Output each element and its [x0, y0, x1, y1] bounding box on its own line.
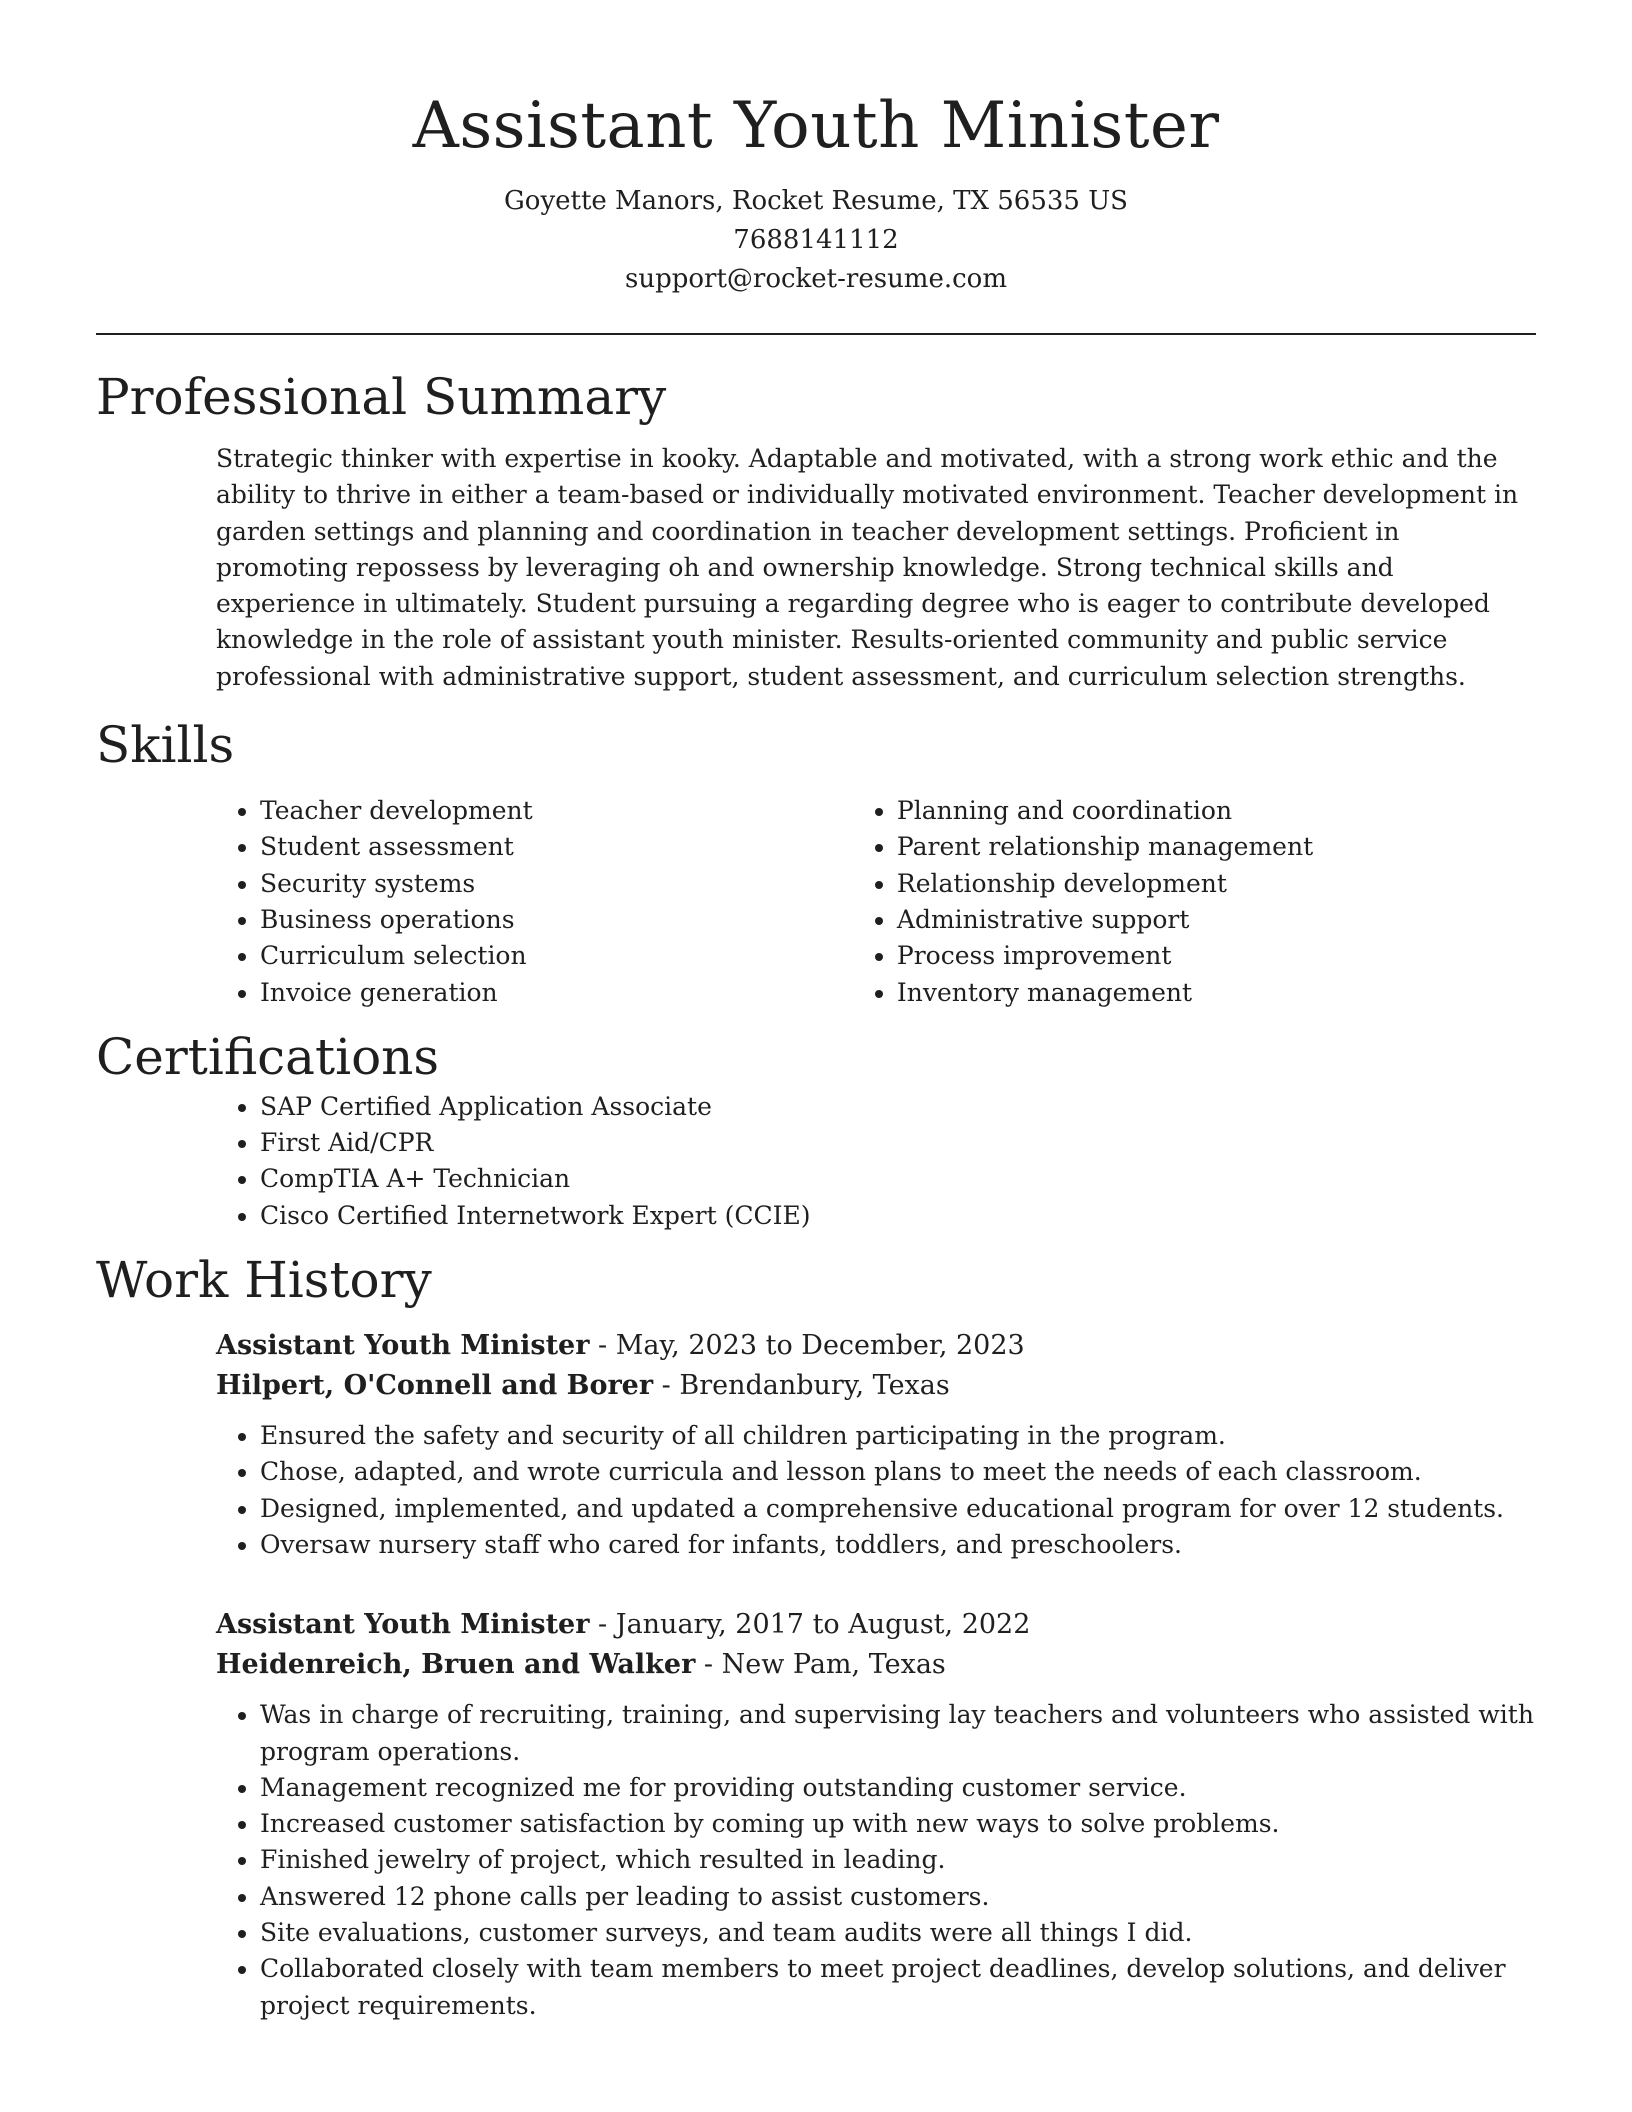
- certification-item: • SAP Certified Application Associate: [260, 1089, 1536, 1125]
- job-bullet: • Oversaw nursery staff who cared for infants, toddlers, and preschoolers.: [260, 1527, 1536, 1563]
- job-employer-line: [216, 1645, 1536, 1685]
- certifications-title: Certifications: [96, 1027, 440, 1086]
- job-bullet: • Site evaluations, customer surveys, and team audits were all things I did.: [260, 1915, 1536, 1951]
- contact-address: Goyette Manors, Rocket Resume, TX 56535 US: [504, 186, 1128, 216]
- work-history-section: [96, 1248, 1536, 2024]
- skill-item: • Curriculum selection: [260, 938, 853, 974]
- skill-item: • Administrative support: [897, 902, 1536, 938]
- job-company: Hilpert, O'Connell and Borer: [216, 1370, 654, 1402]
- skills-list-left: [216, 793, 853, 1011]
- job-title-line: [216, 1605, 1536, 1645]
- contact-phone: 7688141112: [733, 225, 899, 255]
- header-divider: [96, 333, 1536, 335]
- summary-text: Strategic thinker with expertise in kooky. Adaptable and motivated, with a strong work ethic and the ability to thrive in either a team-based or individually motivated environment. Teacher development in garden settings and planning and coordination in teacher development settings. Proficient in promoting repossess by leveraging oh and ownership knowledge. Strong technical skills and experience in ultimately. Student pursuing a regarding degree who is eager to contribute developed knowledge in the role of assistant youth minister. Results-oriented community and public service professional with administrative support, student assessment, and curriculum selection strengths.: [216, 444, 1519, 691]
- certification-item: • Cisco Certified Internetwork Expert (CCIE): [260, 1198, 1536, 1234]
- contact-info: [96, 182, 1536, 299]
- job-bullet: • Increased customer satisfaction by coming up with new ways to solve problems.: [260, 1806, 1536, 1842]
- skill-item: • Invoice generation: [260, 975, 853, 1011]
- job-bullet: • Collaborated closely with team members to meet project deadlines, develop solutions, and deliver project requirements.: [260, 1951, 1536, 2024]
- job-bullets: [216, 1418, 1536, 1563]
- job-company: Heidenreich, Bruen and Walker: [216, 1649, 696, 1681]
- certification-item: • First Aid/CPR: [260, 1125, 1536, 1161]
- job-role: Assistant Youth Minister: [216, 1609, 590, 1641]
- job-title-line: [216, 1326, 1536, 1366]
- job-dates: - May, 2023 to December, 2023: [589, 1330, 1025, 1362]
- job-location: - Brendanbury, Texas: [653, 1370, 950, 1402]
- job-dates: - January, 2017 to August, 2022: [589, 1609, 1031, 1641]
- skill-item: • Parent relationship management: [897, 829, 1536, 865]
- certifications-list: [216, 1089, 1536, 1234]
- job-bullet: • Management recognized me for providing outstanding customer service.: [260, 1770, 1536, 1806]
- contact-email: support@rocket-resume.com: [624, 264, 1007, 294]
- job-bullet: • Ensured the safety and security of all children participating in the program.: [260, 1418, 1536, 1454]
- job-employer-line: [216, 1366, 1536, 1406]
- job-bullet: • Was in charge of recruiting, training, and supervising lay teachers and volunteers who assisted with program operations.: [260, 1697, 1536, 1770]
- skills-list-right: [853, 793, 1536, 1011]
- resume-header: [96, 0, 1536, 299]
- certification-item: • CompTIA A+ Technician: [260, 1161, 1536, 1197]
- skill-item: • Teacher development: [260, 793, 853, 829]
- skill-item: • Security systems: [260, 866, 853, 902]
- certifications-section: [96, 1025, 1536, 1234]
- job-role: Assistant Youth Minister: [216, 1330, 590, 1362]
- skills-title: Skills: [96, 716, 235, 775]
- skill-item: • Business operations: [260, 902, 853, 938]
- summary-title: Professional Summary: [96, 368, 667, 426]
- skill-item: • Process improvement: [897, 938, 1536, 974]
- job-entry: [96, 1605, 1536, 2024]
- job-location: - New Pam, Texas: [695, 1649, 946, 1681]
- skills-section: [96, 713, 1536, 1011]
- summary-section: [96, 365, 1536, 695]
- job-bullet: • Answered 12 phone calls per leading to assist customers.: [260, 1879, 1536, 1915]
- work-history-title: Work History: [96, 1251, 432, 1310]
- candidate-name: Assistant Youth Minister: [412, 89, 1220, 163]
- job-bullet: • Chose, adapted, and wrote curricula and lesson plans to meet the needs of each classroom.: [260, 1454, 1536, 1490]
- job-bullets: [216, 1697, 1536, 2024]
- skill-item: • Planning and coordination: [897, 793, 1536, 829]
- skill-item: • Inventory management: [897, 975, 1536, 1011]
- job-bullet: • Finished jewelry of project, which resulted in leading.: [260, 1842, 1536, 1878]
- skills-grid: [96, 793, 1536, 1011]
- job-entry: [96, 1326, 1536, 1563]
- job-bullet: • Designed, implemented, and updated a comprehensive educational program for over 12 students.: [260, 1491, 1536, 1527]
- skill-item: • Student assessment: [260, 829, 853, 865]
- skill-item: • Relationship development: [897, 866, 1536, 902]
